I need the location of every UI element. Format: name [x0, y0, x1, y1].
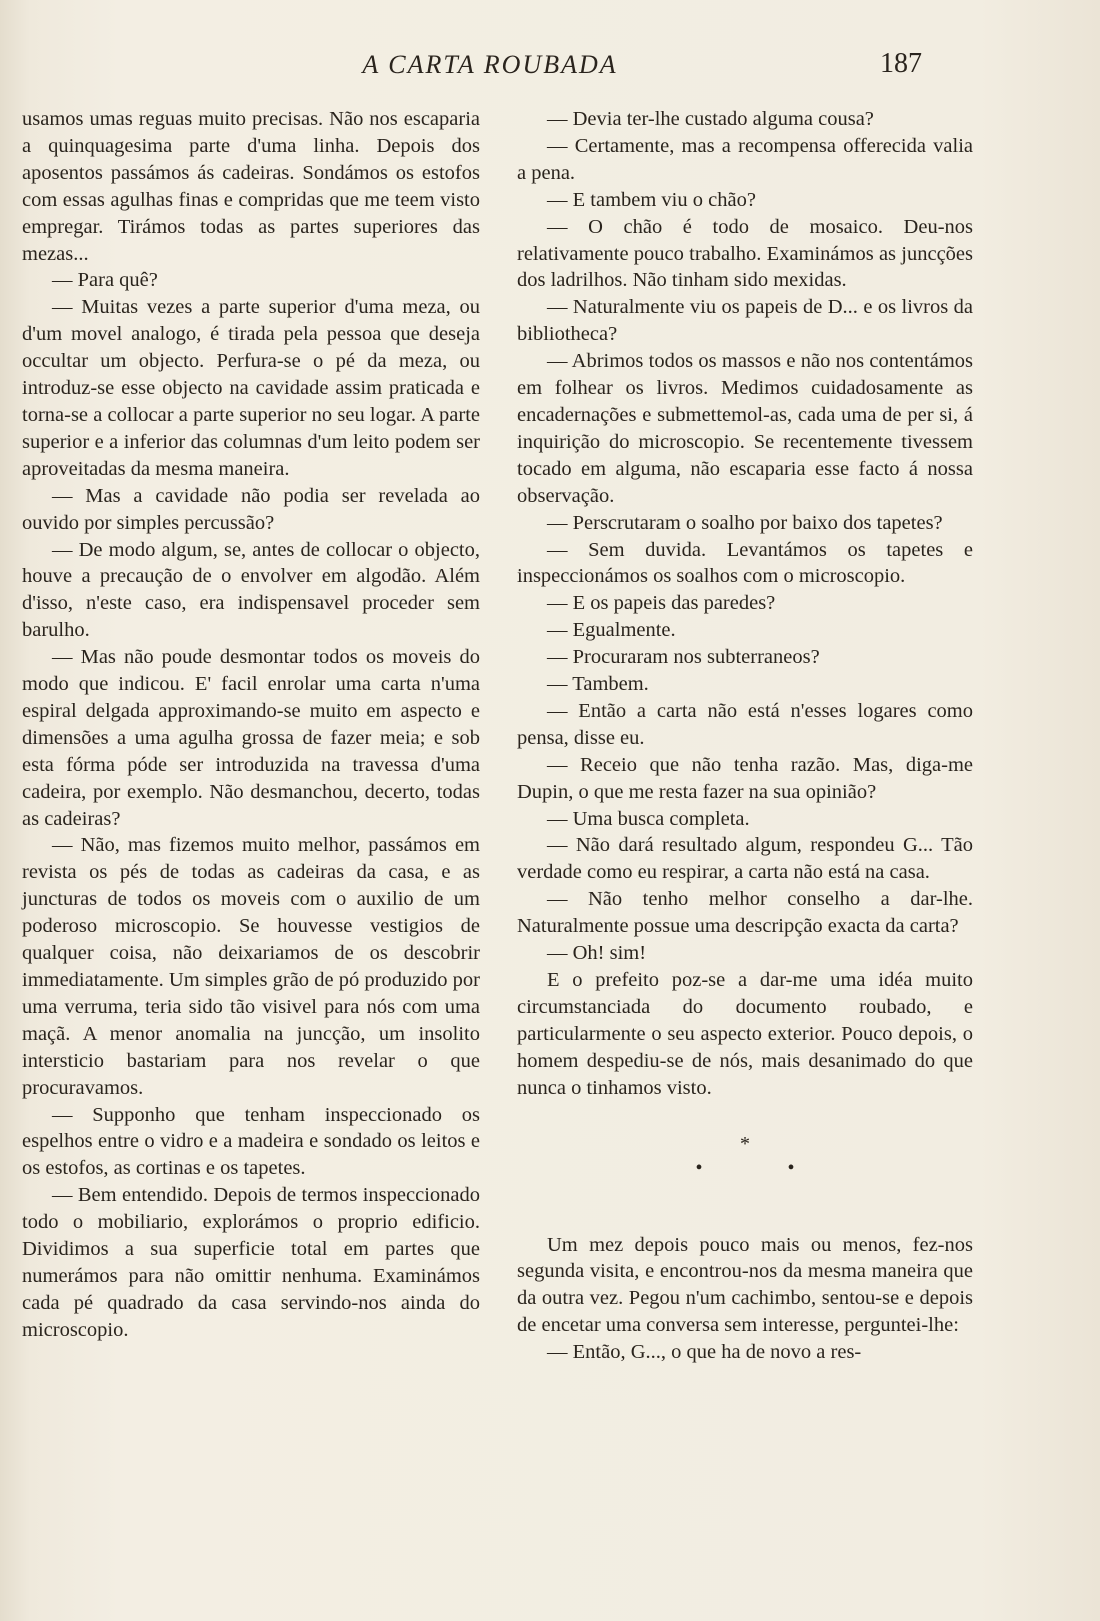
paragraph: — Supponho que tenham inspeccionado os espelhos entre o vidro e a madeira e sondado os leitos e os estofos, as cortinas e os tapetes.: [22, 1103, 480, 1180]
paragraph: — De modo algum, se, antes de collocar o objecto, houve a precaução de o envolver em algodão. Além d'isso, n'este caso, era indispensavel proceder sem barulho.: [22, 538, 480, 642]
paragraph: — Muitas vezes a parte superior d'uma meza, ou d'um movel analogo, é tirada pela pessoa que deseja occultar um objecto. Perfura-se o pé da meza, ou introduz-se esse objecto na cavidade assim praticada e torna-se a collocar a parte superior no seu logar. A parte superior e a inferior das columnas d'um leito podem ser aproveitadas da mesma maneira.: [22, 296, 480, 480]
paragraph: — Certamente, mas a recompensa offerecida valia a pena.: [517, 134, 973, 184]
paragraph: E o prefeito poz-se a dar-me uma idéa muito circumstanciada do documento roubado, e particularmente o seu aspecto exterior. Pouco depois, o homem despediu-se de nós, mais desanimado do que nunca o tinhamos visto.: [517, 969, 973, 1099]
paragraph: — O chão é todo de mosaico. Deu-nos relativamente pouco trabalho. Examinámos as juncções dos ladrilhos. Não tinham sido mexidas.: [517, 215, 973, 292]
paragraph: — E tambem viu o chão?: [547, 188, 756, 211]
paragraph: Um mez depois pouco mais ou menos, fez-nos segunda visita, e encontrou-nos da mesma maneira que da outra vez. Pegou n'um cachimbo, sentou-se e depois de encetar uma conversa sem interesse, perguntei-lhe:: [517, 1233, 973, 1337]
paragraph: — Egualmente.: [547, 619, 676, 642]
paragraph: — Então a carta não está n'esses logares como pensa, disse eu.: [517, 699, 973, 749]
paragraph: — Devia ter-lhe custado alguma cousa?: [547, 108, 874, 130]
paragraph: — Oh! sim!: [547, 942, 647, 965]
paragraph: — Não dará resultado algum, respondeu G... Tão verdade como eu respirar, a carta não está na casa.: [517, 834, 973, 884]
paragraph: — Receio que não tenha razão. Mas, diga-me Dupin, o que me resta fazer na sua opinião?: [517, 753, 973, 803]
running-title: A CARTA ROUBADA: [362, 50, 618, 79]
page-number: 187: [880, 48, 922, 79]
paragraph: — Uma busca completa.: [547, 807, 750, 830]
paragraph: usamos umas reguas muito precisas. Não nos escaparia a quinquagesima parte d'uma linha. Depois dos aposentos passámos ás cadeiras. Sondámos os estofos com essas agulhas finas e compridas que me teem visto empregar. Tirámos todas as partes superiores das mezas...: [22, 108, 480, 265]
paragraph: — Mas não poude desmontar todos os moveis do modo que indicou. E' facil enrolar uma carta n'uma espiral delgada approximando-se muito em aspecto e dimensões a uma agulha grossa de fazer meia; e sob esta fórma póde ser introduzida na travessa d'uma cadeira, por exemplo. Não desmanchou, decerto, todas as cadeiras?: [22, 646, 480, 830]
paragraph: — E os papeis das paredes?: [547, 592, 776, 615]
paragraph: — Procuraram nos subterraneos?: [547, 646, 820, 669]
paragraph: — Então, G..., o que ha de novo a res-: [547, 1341, 862, 1364]
paragraph: — Naturalmente viu os papeis de D... e os livros da bibliotheca?: [517, 296, 973, 346]
paragraph: — Bem entendido. Depois de termos inspeccionado todo o mobiliario, explorámos o proprio edificio. Dividimos a sua superficie total em partes que numerámos para não omittir nenhuma. Examinámos cada pé quadrado da casa servindo-nos ainda do microscopio.: [22, 1184, 480, 1341]
asterisk-glyph: *: [740, 1132, 750, 1155]
paragraph: — Para quê?: [52, 269, 158, 292]
paragraph: — Perscrutaram o soalho por baixo dos tapetes?: [547, 511, 943, 534]
left-column: [22, 106, 480, 1344]
section-break-ornament: [517, 1132, 973, 1180]
dots-glyph: • •: [695, 1156, 835, 1179]
paragraph: — Abrimos todos os massos e não nos contentámos em folhear os livros. Medimos cuidadosamente as encadernações e submettemol-as, cada uma de per si, á inquirição do microscopio. Se recentemente tivessem tocado em alguma, não escaparia esse facto á nossa observação.: [517, 350, 973, 507]
paragraph: — Mas a cavidade não podia ser revelada ao ouvido por simples percussão?: [22, 484, 480, 534]
paragraph: — Tambem.: [547, 673, 649, 696]
paragraph: — Não tenho melhor conselho a dar-lhe. Naturalmente possue uma descripção exacta da carta?: [517, 888, 973, 938]
paragraph: — Sem duvida. Levantámos os tapetes e inspeccionámos os soalhos com o microscopio.: [517, 538, 973, 588]
right-column: [517, 106, 973, 1366]
paragraph: — Não, mas fizemos muito melhor, passámos em revista os pés de todas as cadeiras da casa, e as juncturas de todos os moveis com o auxilio de um poderoso microscopio. Se houvesse vestigios de qualquer coisa, não deixariamos de os descobrir immediatamente. Um simples grão de pó produzido por uma verruma, teria sido tão visivel para nós com uma maçã. A menor anomalia na juncção, um insolito intersticio bastariam para nos revelar o que procuravamos.: [22, 834, 480, 1099]
